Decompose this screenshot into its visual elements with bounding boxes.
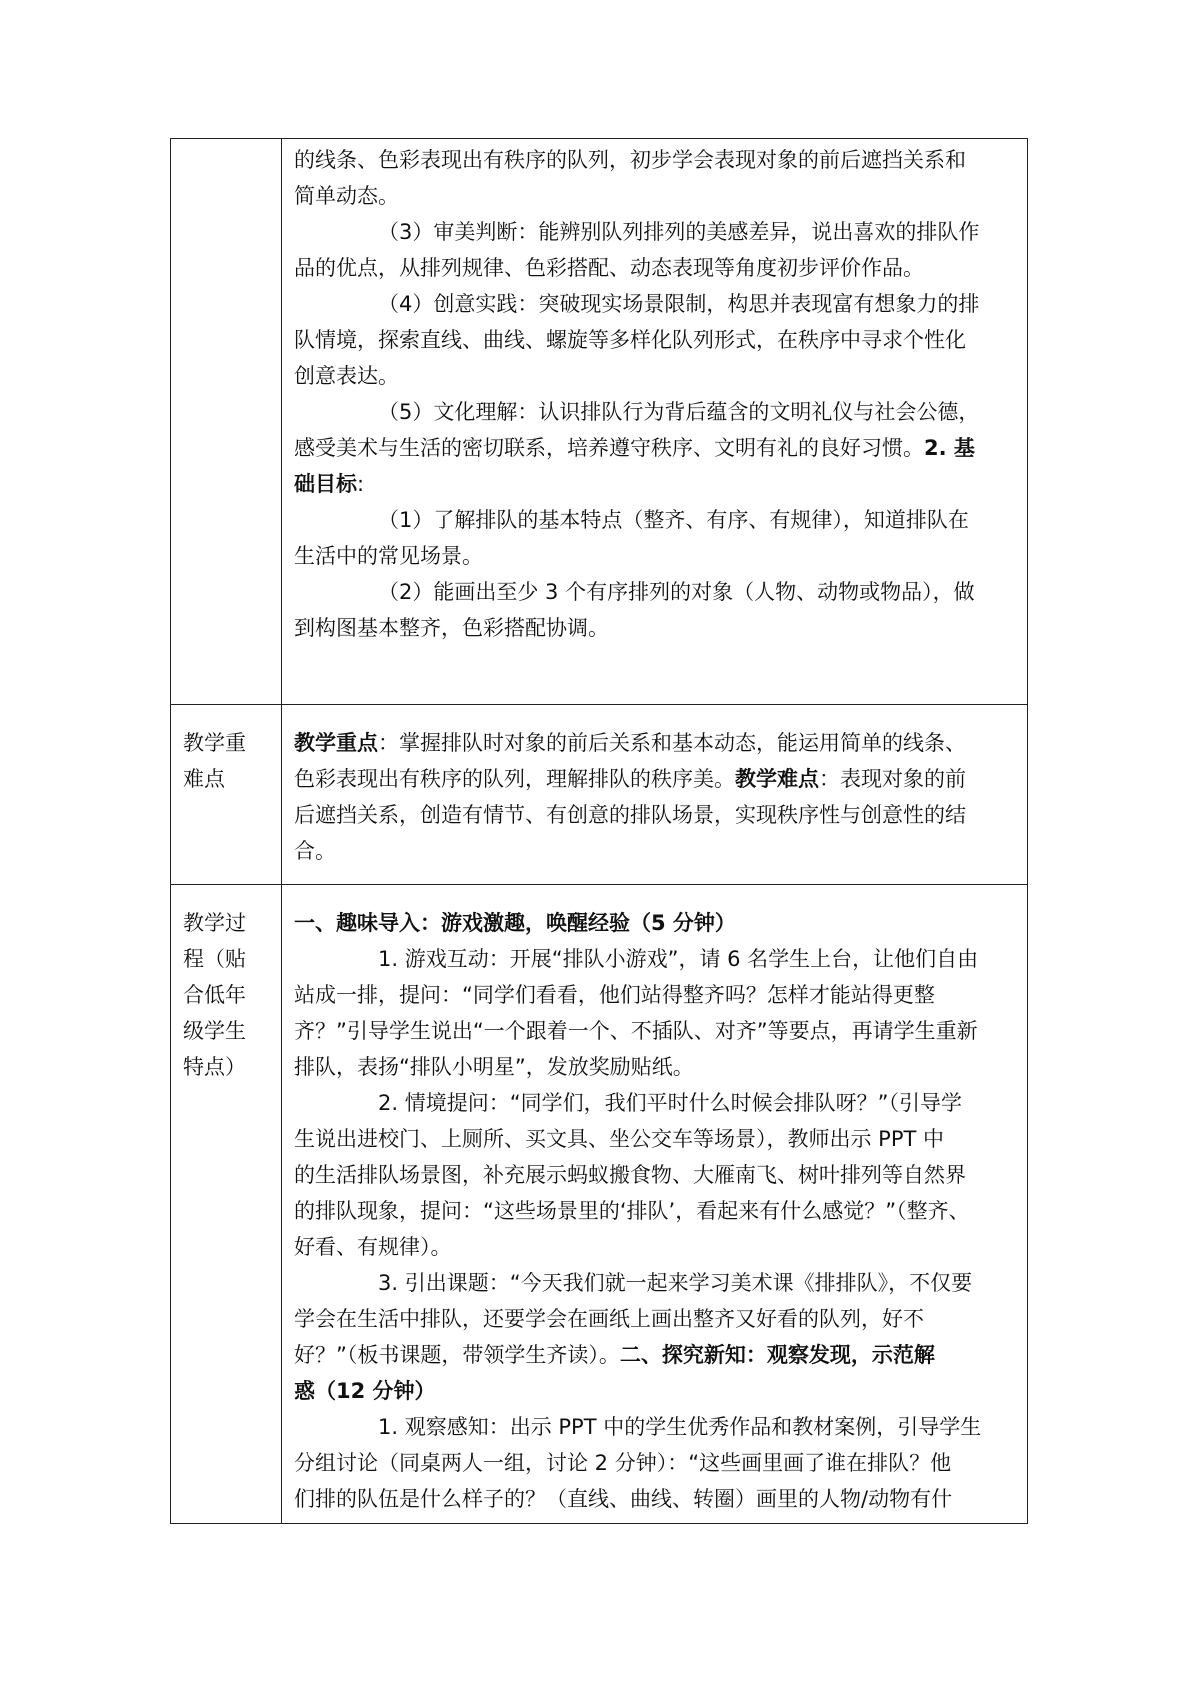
key-points-row (171, 705, 1028, 885)
text-line (294, 322, 1017, 358)
text-segment: （5）文化理解：认识排队行为背后蕴含的文明礼仪与社会公德， (378, 400, 980, 424)
bold-text: 一、趣味导入：游戏激趣，唤醒经验（5 分钟） (294, 911, 736, 935)
text-line (294, 1085, 1017, 1121)
text-segment: （4）创意实践：突破现实场景限制，构思并表现富有想象力的排 (378, 292, 980, 316)
process-content-cell (282, 885, 1028, 1524)
text-segment: 1. 观察感知：出示 PPT 中的学生优秀作品和教材案例，引导学生 (378, 1415, 982, 1439)
text-segment: 创意表达。 (294, 364, 399, 388)
text-segment: 生活中的常见场景。 (294, 544, 483, 568)
text-line (294, 142, 1017, 178)
text-segment: （2）能画出至少 3 个有序排列的对象（人物、动物或物品），做 (378, 580, 975, 604)
bold-text: 二、探究新知：观察发现，示范解 (619, 1343, 935, 1367)
text-segment: ：掌握排队时对象的前后关系和基本动态，能运用简单的线条、 (378, 731, 966, 755)
text-line (294, 430, 1017, 466)
text-segment: 色彩表现出有秩序的队列，理解排队的秩序美。 (294, 767, 735, 791)
bold-text: 教学难点 (735, 767, 819, 791)
text-segment: 分组讨论（同桌两人一组，讨论 2 分钟）：“这些画里画了谁在排队？他 (294, 1451, 952, 1475)
text-segment: 合。 (294, 839, 336, 863)
text-line (294, 250, 1017, 286)
text-line (294, 1013, 1017, 1049)
text-segment: 好？”（板书课题，带领学生齐读）。 (294, 1343, 620, 1367)
text-line (294, 761, 1017, 797)
text-line (294, 1121, 1017, 1157)
process-row (171, 885, 1028, 1524)
text-segment: 学会在生活中排队，还要学会在画纸上画出整齐又好看的队列，好不 (294, 1307, 924, 1331)
text-line (294, 466, 1017, 502)
text-line (294, 797, 1017, 833)
text-segment: 的线条、色彩表现出有秩序的队列，初步学会表现对象的前后遮挡关系和 (294, 148, 966, 172)
text-segment: 到构图基本整齐，色彩搭配协调。 (294, 616, 609, 640)
text-line (294, 502, 1017, 538)
label-line: 难点 (183, 767, 225, 791)
process-label (171, 885, 281, 1085)
label-line: 级学生 (183, 1019, 246, 1043)
text-line (294, 1157, 1017, 1193)
text-segment: : (357, 472, 365, 496)
lesson-plan-table (170, 138, 1028, 1524)
process-content (282, 885, 1027, 1517)
text-segment: 好看、有规律）。 (294, 1235, 452, 1259)
text-line (294, 538, 1017, 574)
text-segment: 2. 情境提问：“同学们，我们平时什么时候会排队呀？”（引导学 (378, 1091, 962, 1115)
key-points-label-cell (171, 705, 282, 885)
text-line (294, 1049, 1017, 1085)
text-segment: 齐？”引导学生说出“一个跟着一个、不插队、对齐”等要点，再请学生重新 (294, 1019, 978, 1043)
bold-text: 惑（12 分钟） (294, 1379, 436, 1403)
text-line (294, 1445, 1017, 1481)
label-line: 教学过 (183, 911, 246, 935)
key-points-content (282, 705, 1027, 869)
text-segment: 3. 引出课题：“今天我们就一起来学习美术课《排排队》，不仅要 (378, 1271, 973, 1295)
text-segment: 感受美术与生活的密切联系，培养遵守秩序、文明有礼的良好习惯。 (294, 436, 924, 460)
bold-text: 2. 基 (924, 436, 975, 460)
text-line (294, 358, 1017, 394)
text-line (294, 214, 1017, 250)
text-line (294, 1481, 1017, 1517)
label-line: 特点） (183, 1055, 246, 1079)
text-line (294, 905, 1017, 941)
key-points-content-cell (282, 705, 1028, 885)
objectives-content (282, 139, 1027, 646)
label-line: 合低年 (183, 983, 246, 1007)
text-segment: （3）审美判断：能辨别队列排列的美感差异，说出喜欢的排队作 (378, 220, 980, 244)
text-segment: 的生活排队场景图，补充展示蚂蚁搬食物、大雁南飞、树叶排列等自然界 (294, 1163, 966, 1187)
text-line (294, 610, 1017, 646)
label-line: 程（贴 (183, 947, 246, 971)
text-segment: ：表现对象的前 (819, 767, 966, 791)
bold-text: 教学重点 (294, 731, 378, 755)
text-line (294, 1265, 1017, 1301)
text-segment: 排队，表扬“排队小明星”，发放奖励贴纸。 (294, 1055, 694, 1079)
text-line (294, 833, 1017, 869)
bold-text: 础目标 (294, 472, 357, 496)
text-line (294, 394, 1017, 430)
text-line (294, 178, 1017, 214)
objectives-label-cell (171, 139, 282, 705)
text-line (294, 1193, 1017, 1229)
objectives-row (171, 139, 1028, 705)
text-segment: 的排队现象，提问：“这些场景里的‘排队’，看起来有什么感觉？”（整齐、 (294, 1199, 970, 1223)
text-line (294, 977, 1017, 1013)
text-line (294, 286, 1017, 322)
text-line (294, 941, 1017, 977)
text-line (294, 1301, 1017, 1337)
text-segment: 们排的队伍是什么样子的？（直线、曲线、转圈）画里的人物/动物有什 (294, 1487, 953, 1511)
text-segment: 生说出进校门、上厕所、买文具、坐公交车等场景），教师出示 PPT 中 (294, 1127, 945, 1151)
objectives-label (171, 139, 281, 159)
text-segment: 品的优点，从排列规律、色彩搭配、动态表现等角度初步评价作品。 (294, 256, 924, 280)
text-line (294, 725, 1017, 761)
text-segment: 队情境，探索直线、曲线、螺旋等多样化队列形式，在秩序中寻求个性化 (294, 328, 966, 352)
text-segment: （1）了解排队的基本特点（整齐、有序、有规律），知道排队在 (378, 508, 969, 532)
text-segment: 站成一排，提问：“同学们看看，他们站得整齐吗？怎样才能站得更整 (294, 983, 935, 1007)
text-line (294, 1373, 1017, 1409)
text-line (294, 574, 1017, 610)
objectives-content-cell (282, 139, 1028, 705)
text-line (294, 1337, 1017, 1373)
process-label-cell (171, 885, 282, 1524)
text-segment: 1. 游戏互动：开展“排队小游戏”，请 6 名学生上台，让他们自由 (378, 947, 979, 971)
text-segment: 简单动态。 (294, 184, 399, 208)
label-line: 教学重 (183, 731, 246, 755)
text-segment: 后遮挡关系，创造有情节、有创意的排队场景，实现秩序性与创意性的结 (294, 803, 966, 827)
key-points-label (171, 705, 281, 797)
text-line (294, 1229, 1017, 1265)
text-line (294, 1409, 1017, 1445)
